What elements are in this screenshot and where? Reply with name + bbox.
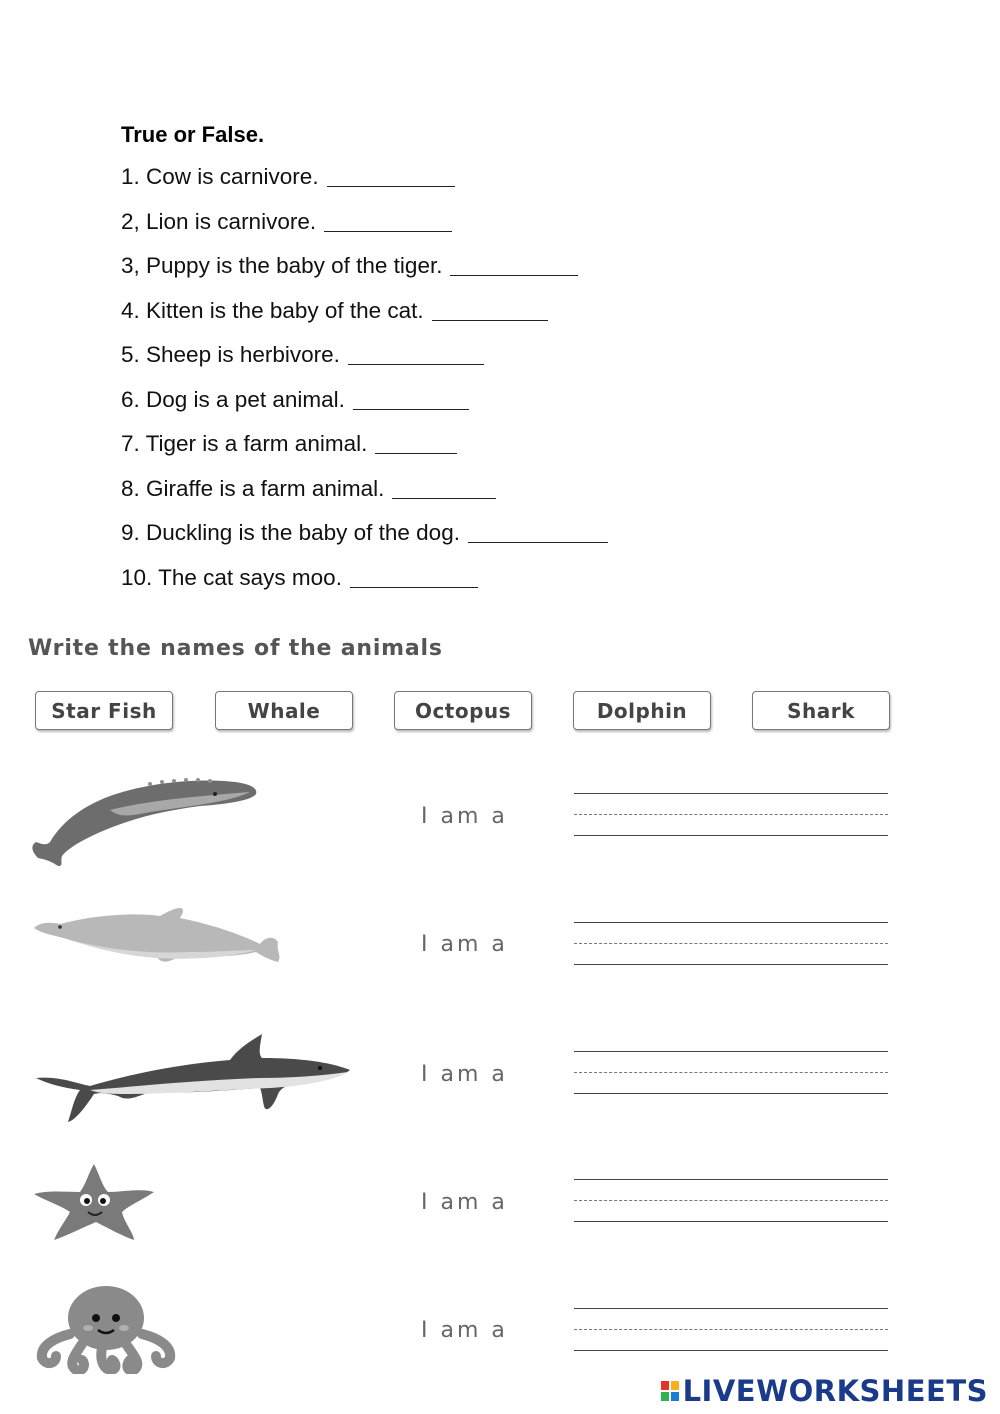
handwriting-lines[interactable] <box>574 793 888 849</box>
section-title-animal-names: Write the names of the animals <box>28 636 443 661</box>
question-item <box>121 565 608 610</box>
prompt-text: I am a <box>421 1318 508 1343</box>
handwriting-lines[interactable] <box>574 1051 888 1107</box>
question-item <box>121 431 608 476</box>
answer-blank[interactable] <box>353 387 469 410</box>
word-bank-item-star-fish: Star Fish <box>35 691 173 730</box>
word-bank-item-whale: Whale <box>215 691 353 730</box>
answer-blank[interactable] <box>348 342 484 365</box>
handwriting-lines[interactable] <box>574 1308 888 1364</box>
answer-blank[interactable] <box>327 164 455 187</box>
word-bank-item-dolphin: Dolphin <box>573 691 711 730</box>
answer-blank[interactable] <box>375 431 457 454</box>
question-text: 3, Puppy is the baby of the tiger. <box>121 253 443 278</box>
liveworksheets-logo[interactable] <box>661 1374 988 1408</box>
answer-blank[interactable] <box>468 520 608 543</box>
section-title-true-false: True or False. <box>121 122 265 147</box>
prompt-text: I am a <box>421 804 508 829</box>
prompt-text: I am a <box>421 1062 508 1087</box>
question-item <box>121 520 608 565</box>
word-bank-item-shark: Shark <box>752 691 890 730</box>
question-item <box>121 164 608 209</box>
question-item <box>121 253 608 298</box>
question-item <box>121 298 608 343</box>
question-text: 6. Dog is a pet animal. <box>121 386 345 412</box>
answer-blank[interactable] <box>432 298 548 321</box>
handwriting-lines[interactable] <box>574 922 888 978</box>
question-item <box>121 476 608 521</box>
answer-row-shark <box>0 1022 1000 1132</box>
answer-blank[interactable] <box>450 253 578 276</box>
true-false-list <box>121 164 608 609</box>
answer-blank[interactable] <box>324 209 452 232</box>
shark-icon <box>30 1032 360 1132</box>
question-text: 1. Cow is carnivore. <box>121 164 319 189</box>
answer-blank[interactable] <box>392 476 496 499</box>
question-text: 9. Duckling is the baby of the dog. <box>121 520 460 545</box>
question-text: 7. Tiger is a farm animal. <box>121 431 368 456</box>
answer-row-starfish <box>0 1150 1000 1260</box>
logo-mark-icon <box>661 1381 679 1401</box>
answer-row-dolphin <box>0 892 1000 1002</box>
question-text: 8. Giraffe is a farm animal. <box>121 475 385 501</box>
whale-icon <box>30 770 270 870</box>
answer-row-whale <box>0 762 1000 872</box>
starfish-icon <box>30 1162 160 1244</box>
handwriting-lines[interactable] <box>574 1179 888 1235</box>
octopus-icon <box>30 1284 190 1374</box>
logo-text: LIVEWORKSHEETS <box>682 1374 988 1408</box>
question-item <box>121 342 608 387</box>
question-text: 4. Kitten is the baby of the cat. <box>121 297 424 323</box>
answer-row-octopus <box>0 1278 1000 1388</box>
question-text: 5. Sheep is herbivore. <box>121 342 340 367</box>
prompt-text: I am a <box>421 1190 508 1215</box>
word-bank-item-octopus: Octopus <box>394 691 532 730</box>
answer-blank[interactable] <box>350 565 478 588</box>
prompt-text: I am a <box>421 932 508 957</box>
question-item <box>121 387 608 432</box>
question-item <box>121 209 608 254</box>
question-text: 10. The cat says moo. <box>121 564 342 590</box>
question-text: 2, Lion is carnivore. <box>121 208 317 234</box>
dolphin-icon <box>30 900 290 980</box>
